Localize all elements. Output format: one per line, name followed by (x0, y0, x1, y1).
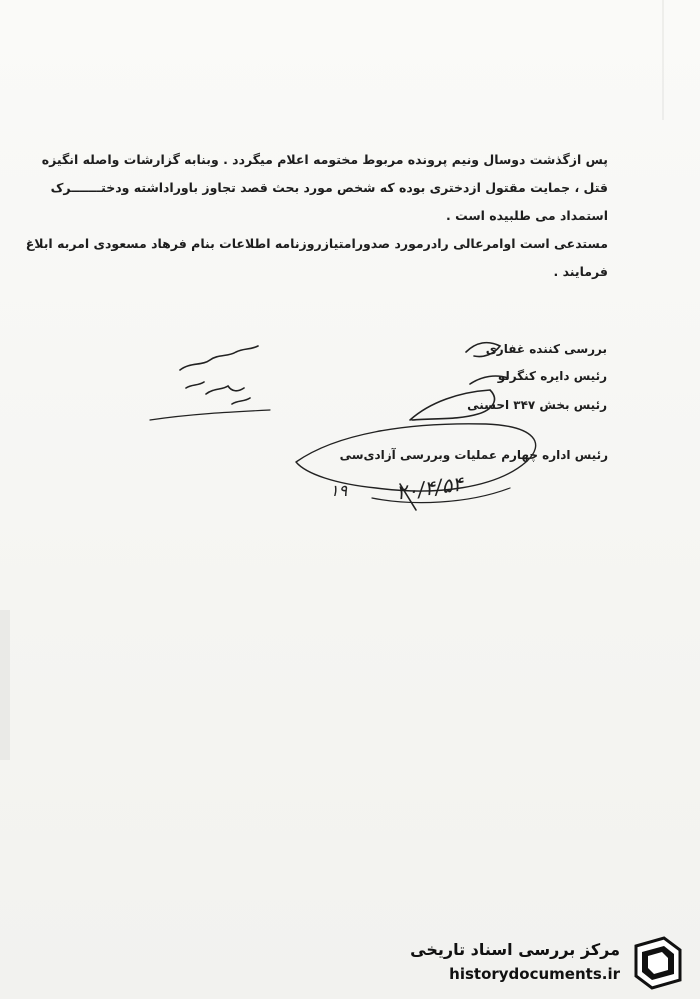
document-folder-logo-icon (626, 934, 690, 990)
handwritten-date: ۱۹ (330, 481, 348, 500)
department-head-line: رئیس دایره کنگرلو (497, 369, 607, 383)
scan-artifact (662, 0, 664, 120)
section-head-line: رئیس بخش ۳۴۷ احسنی (467, 398, 607, 412)
archive-watermark (412, 932, 694, 992)
body-line: استمداد می طلبیده است . (445, 208, 608, 223)
body-line: مستدعی است اوامرعالی رادرمورد صدورامتیازروزنامه اطلاعات بنام فرهاد مسعودی امربه ابلاغ (25, 236, 608, 251)
body-line: پس ازگذشت دوسال ونیم پرونده مربوط مختومه اعلام میگردد . وبنابه گزارشات واصله انگیزه (41, 152, 608, 167)
reviewer-line: بررسی کننده غفاری (485, 342, 607, 356)
office-head-line: رئیس اداره چهارم عملیات وبررسی آزادی‌سی (339, 448, 608, 462)
archive-url: historydocuments.ir (449, 965, 620, 983)
letter-body (25, 146, 608, 286)
archive-title: مرکز بررسی اسناد تاریخی (410, 940, 620, 959)
body-line: فرمایند . (553, 264, 608, 279)
handwritten-date-mark: ۲۰/۴/۵۴ (394, 471, 465, 505)
body-line: قتل ، جمایت مقتول ازدختری بوده که شخص مورد بحث قصد تجاوز باوراداشته ودخت‍‍‍‍‍‍ـــــــرک (50, 180, 608, 195)
scan-artifact (0, 610, 10, 760)
